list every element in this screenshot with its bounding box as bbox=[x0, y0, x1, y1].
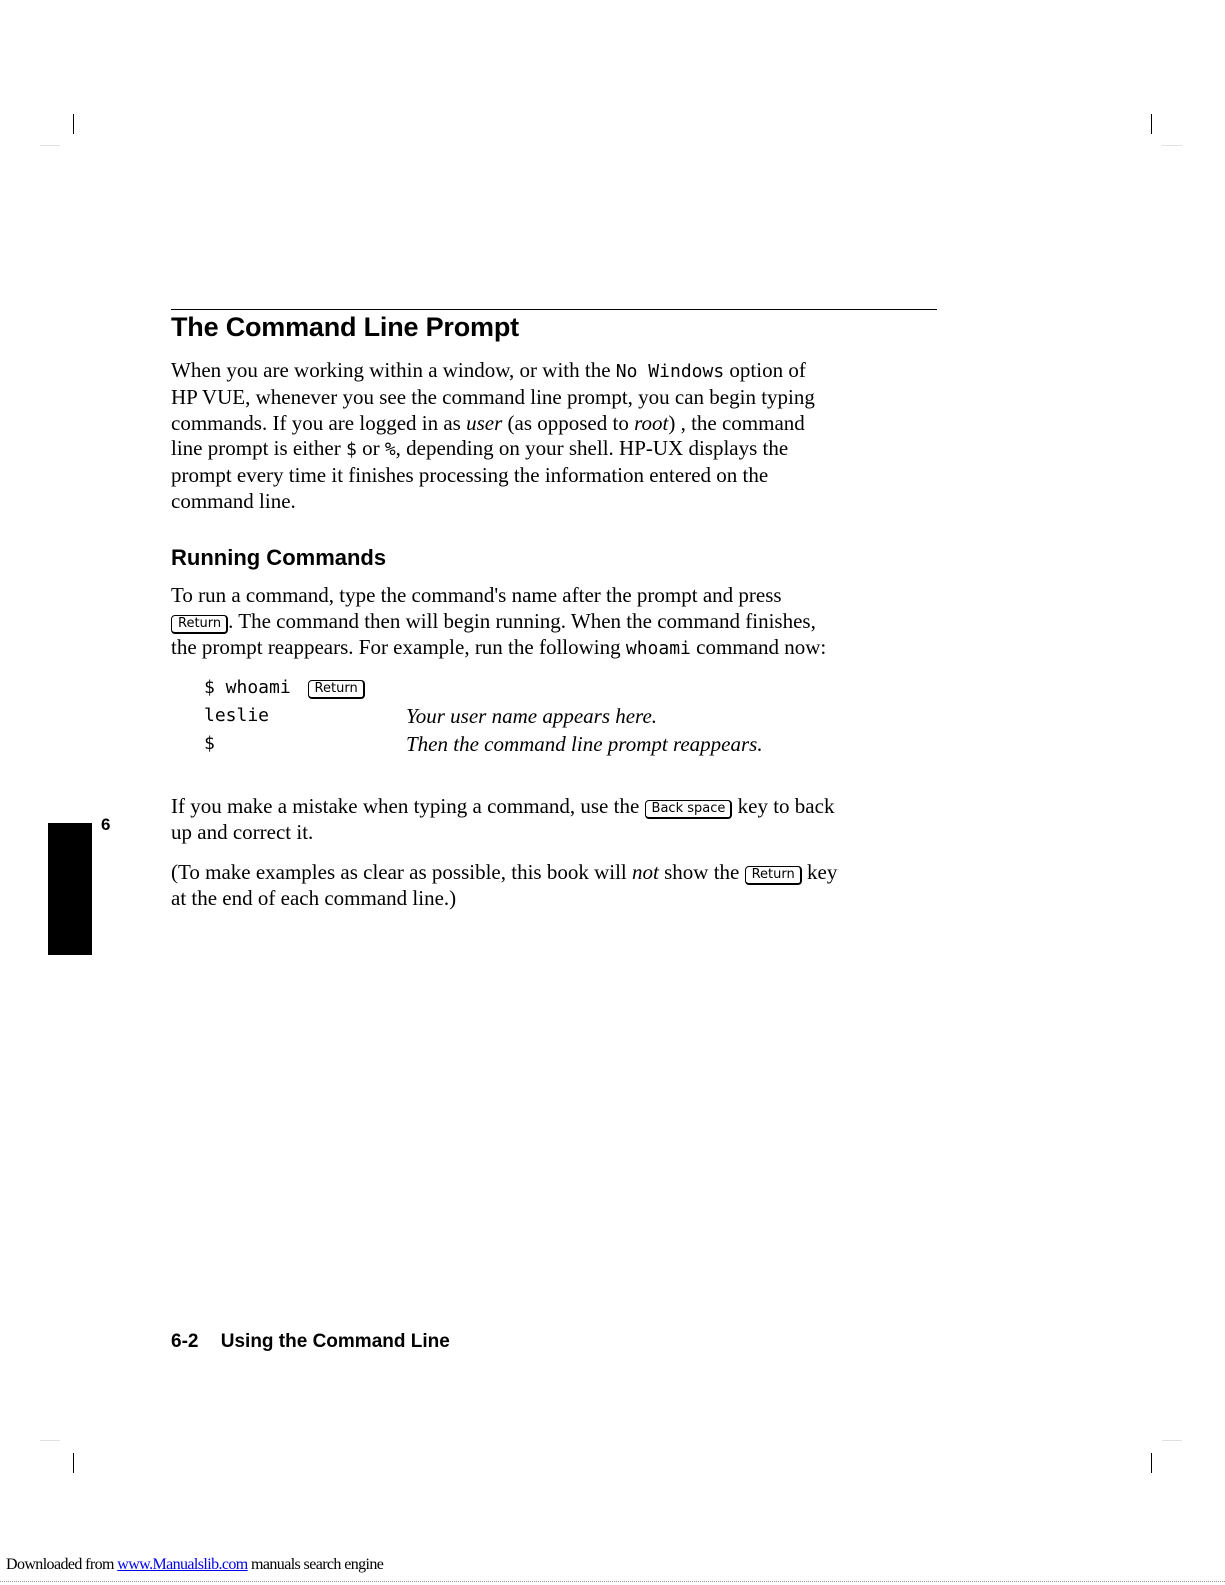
page-footer bbox=[171, 1331, 450, 1353]
crop-mark-top-left bbox=[73, 114, 74, 134]
body-text: (as opposed to bbox=[502, 410, 635, 435]
body-text: To run a command, type the command's name after the prompt and press bbox=[171, 583, 782, 607]
section-rule bbox=[171, 309, 937, 310]
inline-code: $ bbox=[345, 439, 357, 461]
text-line bbox=[171, 463, 931, 489]
chapter-tab bbox=[48, 823, 92, 955]
emphasis-text: root bbox=[634, 410, 669, 435]
body-text: line prompt is either bbox=[171, 436, 346, 461]
crop-mark-top-left-h bbox=[40, 145, 60, 146]
body-text: If you make a mistake when typing a command, use the bbox=[171, 794, 645, 818]
download-prefix: Downloaded from bbox=[6, 1556, 118, 1573]
body-text: command line. bbox=[171, 488, 296, 513]
chapter-tab-number: 6 bbox=[101, 815, 111, 834]
text-line bbox=[171, 385, 931, 411]
keycap: Back space bbox=[645, 800, 733, 819]
crop-mark-bottom-left bbox=[73, 1453, 74, 1473]
text-line bbox=[171, 583, 931, 609]
body-text: key bbox=[801, 860, 838, 884]
running-commands-paragraph bbox=[171, 583, 931, 661]
body-text: up and correct it. bbox=[171, 819, 314, 844]
bottom-dotted-line bbox=[0, 1581, 1225, 1582]
text-line bbox=[171, 635, 931, 662]
example-command-text: $ whoami bbox=[204, 677, 291, 698]
body-text: When you are working within a window, or with the bbox=[171, 358, 616, 382]
crop-mark-top-right-h bbox=[1162, 145, 1182, 146]
text-line bbox=[171, 609, 931, 635]
body-text: key to back bbox=[732, 794, 835, 818]
keycap: Return bbox=[171, 615, 228, 634]
body-text: HP VUE, whenever you see the command line prompt, you can begin typing bbox=[171, 384, 815, 409]
example-note: Your user name appears here. bbox=[406, 704, 658, 728]
crop-mark-bottom-right-h bbox=[1162, 1440, 1182, 1441]
examples-note-paragraph bbox=[171, 860, 931, 912]
page-number: 6-2 bbox=[171, 1331, 199, 1352]
body-text: . The command then will begin running. When the command finishes, bbox=[228, 608, 816, 633]
example-output: $ bbox=[204, 733, 215, 754]
text-line bbox=[171, 436, 931, 463]
footer-chapter-title: Using the Command Line bbox=[220, 1331, 450, 1352]
body-text: at the end of each command line.) bbox=[171, 885, 457, 910]
crop-mark-bottom-right bbox=[1151, 1453, 1152, 1473]
text-line bbox=[171, 358, 931, 385]
example-command bbox=[204, 676, 365, 700]
text-line bbox=[171, 411, 931, 437]
intro-paragraph bbox=[171, 358, 931, 515]
inline-code: % bbox=[384, 439, 396, 461]
inline-code: No Windows bbox=[615, 361, 725, 382]
return-key: Return bbox=[308, 680, 365, 699]
subsection-title: Running Commands bbox=[171, 545, 387, 570]
mistake-paragraph bbox=[171, 794, 931, 846]
emphasis-text: user bbox=[466, 410, 503, 435]
inline-code: whoami bbox=[625, 637, 691, 659]
keycap: Return bbox=[745, 866, 802, 885]
example-output: leslie bbox=[204, 705, 270, 726]
download-banner bbox=[6, 1556, 383, 1574]
section-title: The Command Line Prompt bbox=[171, 312, 519, 342]
emphasis-text: not bbox=[632, 860, 659, 884]
body-text: prompt every time it finishes processing the information entered on the bbox=[171, 463, 769, 488]
text-line bbox=[171, 820, 931, 846]
text-line bbox=[171, 886, 931, 912]
body-text: the prompt reappears. For example, run the following bbox=[171, 634, 626, 659]
example-note: Then the command line prompt reappears. bbox=[406, 732, 763, 756]
body-text: ) , the command bbox=[668, 410, 805, 435]
text-line bbox=[171, 794, 931, 820]
body-text: or bbox=[356, 436, 385, 461]
body-text: command now: bbox=[690, 634, 827, 659]
text-line bbox=[171, 489, 931, 515]
manualslib-link[interactable]: www.Manualslib.com bbox=[117, 1556, 248, 1573]
download-suffix: manuals search engine bbox=[247, 1556, 384, 1573]
crop-mark-bottom-left-h bbox=[40, 1440, 60, 1441]
body-text: (To make examples as clear as possible, this book will bbox=[171, 860, 633, 884]
body-text: , depending on your shell. HP-UX displays the bbox=[395, 436, 789, 461]
body-text: commands. If you are logged in as bbox=[171, 410, 467, 435]
crop-mark-top-right bbox=[1151, 114, 1152, 134]
body-text: option of bbox=[724, 358, 806, 382]
text-line bbox=[171, 860, 931, 886]
body-text: show the bbox=[658, 860, 745, 884]
